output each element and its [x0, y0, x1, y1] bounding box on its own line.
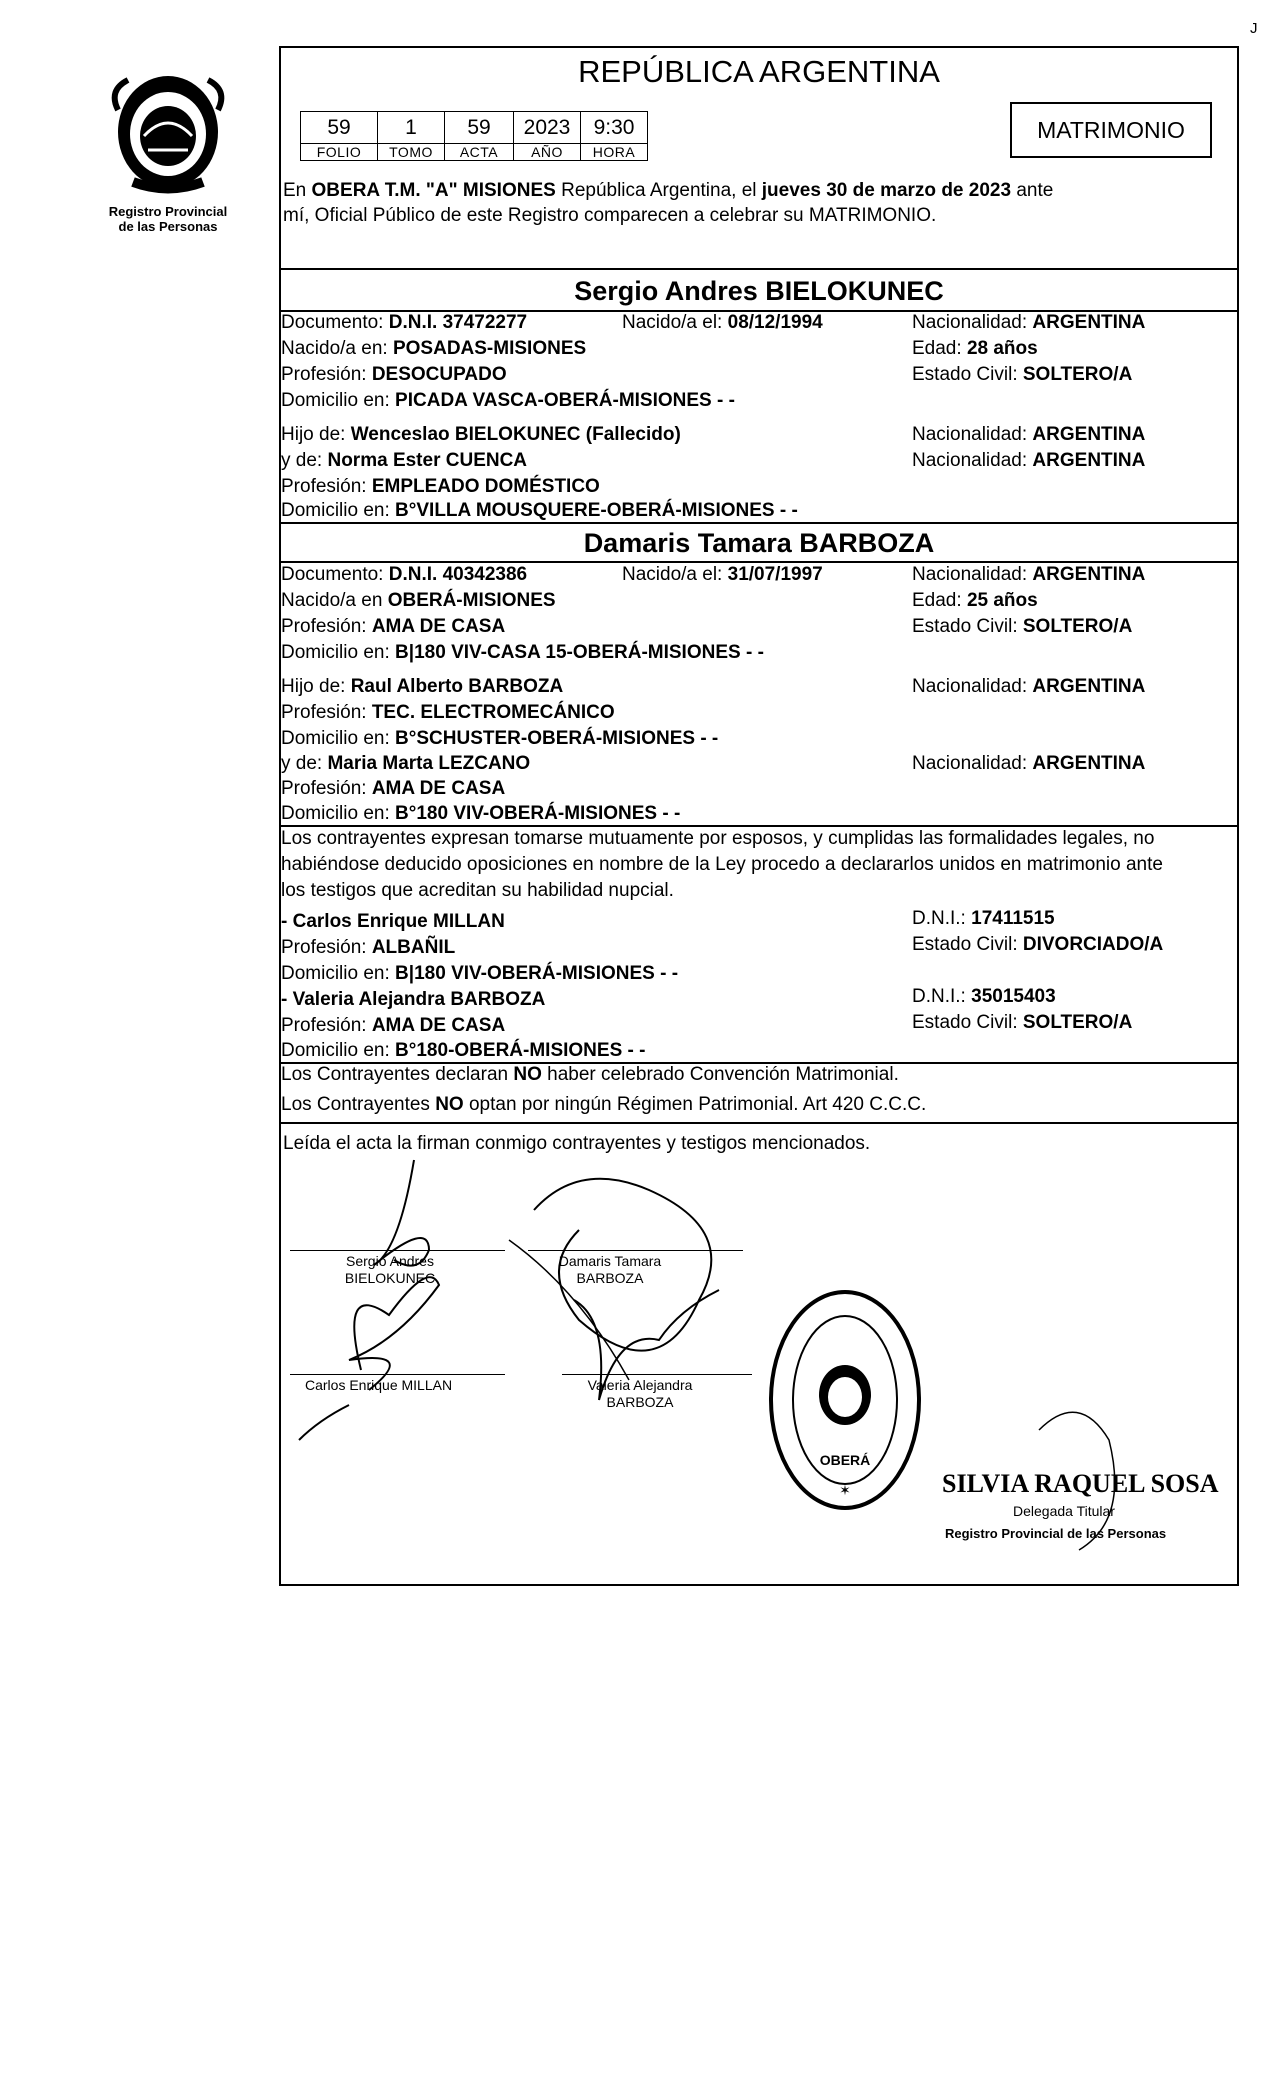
anio-label: AÑO — [514, 144, 581, 161]
declaration-line2: habiéndose deducido oposiciones en nombre de la Ley procedo a declararlos unidos en matrimonio ante — [281, 854, 1163, 875]
declaration-line1: Los contrayentes expresan tomarse mutuamente por esposos, y cumplidas las formalidades legales, no — [281, 828, 1155, 849]
official-office: Registro Provincial de las Personas — [945, 1526, 1167, 1541]
declaration-line3: los testigos que acreditan su habilidad nupcial. — [281, 880, 674, 901]
groom-parents-profession: Profesión: EMPLEADO DOMÉSTICO — [281, 476, 600, 497]
acta-value: 59 — [445, 112, 514, 144]
bride-address: Domicilio en: B|180 VIV-CASA 15-OBERÁ-MISIONES - - — [281, 642, 764, 663]
bride-document: Documento: D.N.I. 40342386 — [281, 564, 528, 585]
groom-address: Domicilio en: PICADA VASCA-OBERÁ-MISIONES - - — [281, 390, 735, 411]
witness1-civil-status: Estado Civil: DIVORCIADO/A — [912, 934, 1164, 955]
witness2-signature-caption: Valeria Alejandra BARBOZA — [587, 1377, 693, 1410]
witness1-profession: Profesión: ALBAÑIL — [281, 937, 456, 958]
anio-value: 2023 — [514, 112, 581, 144]
bride-name: Damaris Tamara BARBOZA — [583, 528, 935, 558]
acta-label: ACTA — [445, 144, 514, 161]
intro-line1: En OBERA T.M. "A" MISIONES República Argentina, el jueves 30 de marzo de 2023 ante — [283, 180, 1054, 201]
witness2-name: - Valeria Alejandra BARBOZA — [281, 989, 546, 1010]
bride-mother-profession: Profesión: AMA DE CASA — [281, 778, 506, 799]
groom-age: Edad: 28 años — [912, 338, 1038, 359]
folio-label: FOLIO — [301, 144, 378, 161]
logo-caption-line1: Registro Provincial — [108, 204, 228, 219]
groom-document: Documento: D.N.I. 37472277 — [281, 312, 528, 333]
bride-profession: Profesión: AMA DE CASA — [281, 616, 506, 637]
groom-signature-caption: Sergio Andres BIELOKUNEC — [344, 1253, 436, 1286]
groom-mother: y de: Norma Ester CUENCA — [281, 450, 528, 471]
hora-value: 9:30 — [581, 112, 648, 144]
official-title: Delegada Titular — [1013, 1503, 1115, 1519]
witness1-dni: D.N.I.: 17411515 — [912, 908, 1055, 929]
groom-name: Sergio Andres BIELOKUNEC — [574, 276, 944, 306]
regime-line2: Los Contrayentes NO optan por ningún Régimen Patrimonial. Art 420 C.C.C. — [281, 1094, 927, 1115]
groom-mother-nationality: Nacionalidad: ARGENTINA — [912, 450, 1146, 471]
witness2-address: Domicilio en: B°180-OBERÁ-MISIONES - - — [281, 1040, 646, 1061]
witness2-dni: D.N.I.: 35015403 — [912, 986, 1056, 1007]
official-seal — [765, 1285, 925, 1515]
closing-text: Leída el acta la firman conmigo contrayentes y testigos mencionados. — [283, 1133, 871, 1154]
groom-civil-status: Estado Civil: SOLTERO/A — [912, 364, 1133, 385]
groom-profession: Profesión: DESOCUPADO — [281, 364, 507, 385]
groom-father-nationality: Nacionalidad: ARGENTINA — [912, 424, 1146, 445]
witness2-civil-status: Estado Civil: SOLTERO/A — [912, 1012, 1133, 1033]
bride-father-nationality: Nacionalidad: ARGENTINA — [912, 676, 1146, 697]
tomo-value: 1 — [378, 112, 445, 144]
groom-nationality: Nacionalidad: ARGENTINA — [912, 312, 1146, 333]
hora-label: HORA — [581, 144, 648, 161]
bride-birthplace: Nacido/a en OBERÁ-MISIONES — [281, 590, 556, 611]
groom-father: Hijo de: Wenceslao BIELOKUNEC (Fallecido) — [281, 424, 681, 445]
tomo-label: TOMO — [378, 144, 445, 161]
groom-birthdate: Nacido/a el: 08/12/1994 — [622, 312, 823, 333]
bride-mother: y de: Maria Marta LEZCANO — [281, 753, 531, 774]
bride-signature-caption: Damaris Tamara BARBOZA — [558, 1253, 662, 1286]
official-name: SILVIA RAQUEL SOSA — [942, 1469, 1219, 1498]
country-title: REPÚBLICA ARGENTINA — [578, 54, 940, 89]
province-logo — [98, 70, 238, 200]
logo-caption-line2: de las Personas — [118, 219, 218, 234]
bride-father: Hijo de: Raul Alberto BARBOZA — [281, 676, 564, 697]
bride-father-profession: Profesión: TEC. ELECTROMECÁNICO — [281, 702, 615, 723]
witness1-address: Domicilio en: B|180 VIV-OBERÁ-MISIONES - - — [281, 963, 679, 984]
intro-line2: mí, Oficial Público de este Registro comparecen a celebrar su MATRIMONIO. — [283, 205, 937, 226]
bride-mother-address: Domicilio en: B°180 VIV-OBERÁ-MISIONES - - — [281, 803, 681, 824]
seal-city: OBERÁ — [819, 1452, 871, 1468]
bride-nationality: Nacionalidad: ARGENTINA — [912, 564, 1146, 585]
folio-value: 59 — [301, 112, 378, 144]
witness1-signature-caption: Carlos Enrique MILLAN — [305, 1377, 453, 1393]
seal-star-icon: ✶ — [839, 1482, 851, 1498]
bride-civil-status: Estado Civil: SOLTERO/A — [912, 616, 1133, 637]
page-mark: J — [1250, 20, 1258, 37]
bride-father-address: Domicilio en: B°SCHUSTER-OBERÁ-MISIONES - - — [281, 728, 719, 749]
bride-mother-nationality: Nacionalidad: ARGENTINA — [912, 753, 1146, 774]
regime-line1: Los Contrayentes declaran NO haber celebrado Convención Matrimonial. — [281, 1064, 899, 1085]
bride-age: Edad: 25 años — [912, 590, 1038, 611]
groom-parents-address: Domicilio en: B°VILLA MOUSQUERE-OBERÁ-MISIONES - - — [281, 500, 798, 521]
witness2-profession: Profesión: AMA DE CASA — [281, 1015, 506, 1036]
groom-birthplace: Nacido/a en: POSADAS-MISIONES — [281, 338, 587, 359]
record-codes — [300, 111, 648, 161]
doc-type-box: MATRIMONIO — [1010, 102, 1212, 158]
witness1-name: - Carlos Enrique MILLAN — [281, 911, 505, 932]
bride-birthdate: Nacido/a el: 31/07/1997 — [622, 564, 823, 585]
